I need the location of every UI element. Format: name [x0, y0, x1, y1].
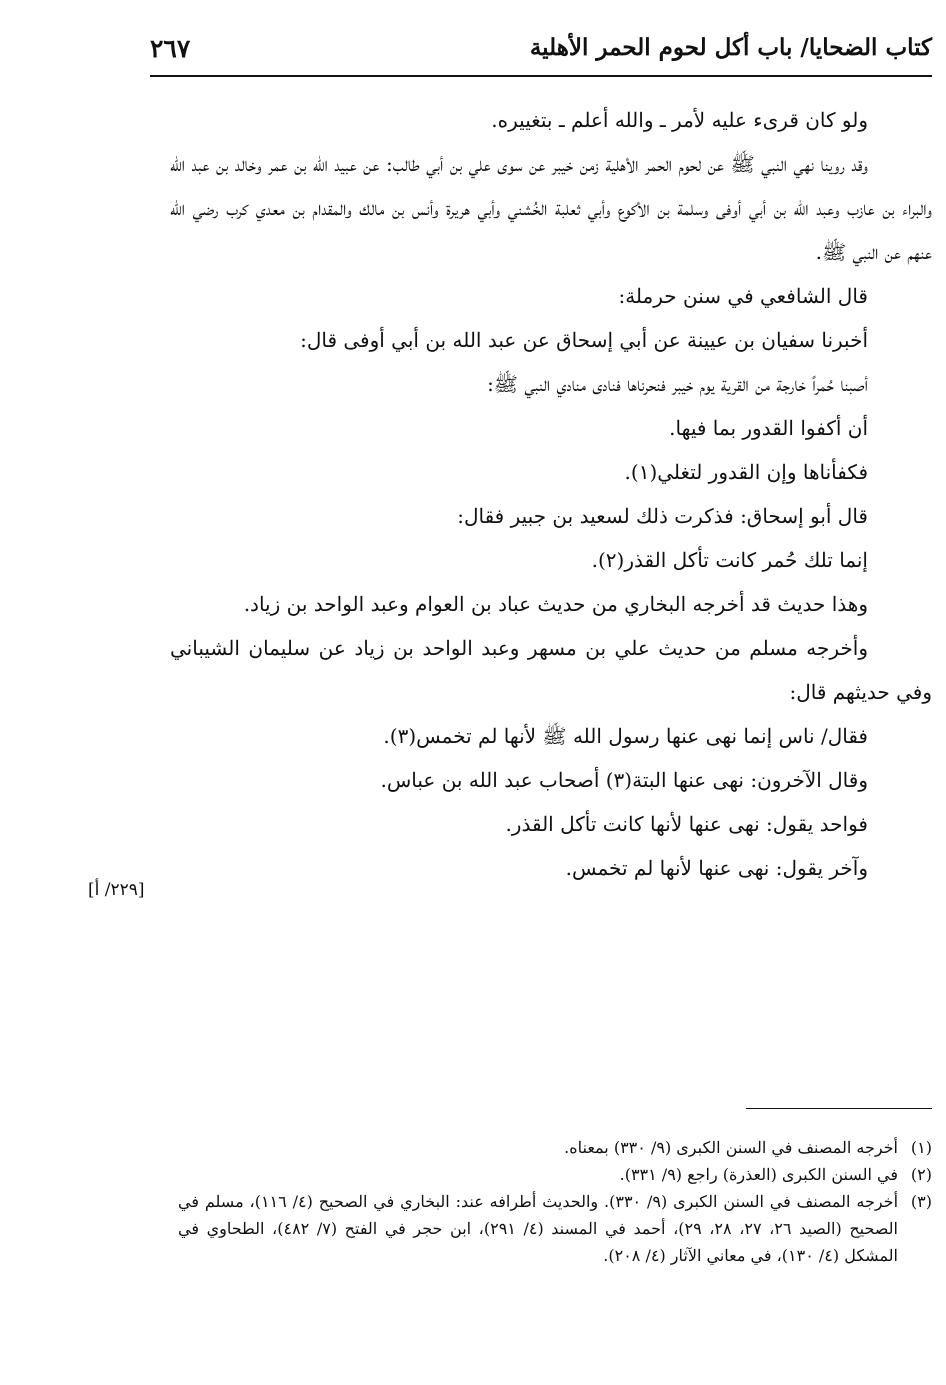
- paragraph: إنما تلك حُمر كانت تأكل القذر(٢).: [591, 548, 868, 572]
- footnotes: [178, 1134, 932, 1269]
- paragraph: فقال/ ناس إنما نهى عنها رسول الله ﷺ لأنها لم تخمس(٣).: [383, 724, 868, 748]
- running-title: كتاب الضحايا/ باب أكل لحوم الحمر الأهلية: [529, 34, 932, 61]
- page-number: ٢٦٧: [150, 34, 191, 63]
- paragraph: وقد روينا نهي النبي ﷺ عن لحوم الحمر الأهلية زمن خيبر عن سوى علي بن أبي طالب: عن عبيد الله بن عمر وخالد بن عبد الله والبراء بن عازب وعبد الله بن أبي أوفى وسلمة بن الأكوع وأبي ثعلبة الخُشني وأبي هريرة وأنس بن مالك والمقدام بن معدي كرب رضي الله عنهم عن النبي ﷺ.: [170, 152, 932, 264]
- paragraph: أصبنا حُمراً خارجة من القرية يوم خيبر فنحرناها فنادى منادي النبي ﷺ:: [487, 372, 868, 396]
- paragraph: وآخر يقول: نهى عنها لأنها لم تخمس.: [565, 856, 868, 880]
- footnote-number: (١): [910, 1138, 932, 1157]
- main-text: [170, 98, 932, 890]
- paragraph: فواحد يقول: نهى عنها لأنها كانت تأكل القذر.: [505, 812, 868, 836]
- footnote-text: أخرجه المصنف في السنن الكبرى (٩/ ٣٣٠) بمعناه.: [564, 1138, 898, 1157]
- paragraph: أخبرنا سفيان بن عيينة عن أبي إسحاق عن عبد الله بن أبي أوفى قال:: [300, 328, 868, 352]
- footnote: [178, 1161, 932, 1188]
- footnote-text: أخرجه المصنف في السنن الكبرى (٩/ ٣٣٠). والحديث أطرافه عند: البخاري في الصحيح (٤/ ١١٦)، مسلم في الصحيح (الصيد ٢٦، ٢٧، ٢٨، ٢٩)، أحمد في المسند (٤/ ٢٩١)، ابن حجر في الفتح (٧/ ٤٨٢)، الطحاوي في المشكل (٤/ ١٣٠)، في معاني الآثار (٤/ ٢٠٨).: [178, 1192, 899, 1265]
- footnote-number: (٢): [910, 1165, 932, 1184]
- paragraph: وهذا حديث قد أخرجه البخاري من حديث عباد بن العوام وعبد الواحد بن زياد.: [243, 592, 868, 616]
- paragraph: قال الشافعي في سنن حرملة:: [618, 284, 868, 308]
- paragraph: وقال الآخرون: نهى عنها البتة(٣) أصحاب عبد الله بن عباس.: [380, 768, 868, 792]
- footnote: [178, 1188, 932, 1269]
- paragraph: فكفأناها وإن القدور لتغلي(١).: [624, 460, 868, 484]
- footnote-number: (٣): [910, 1192, 932, 1211]
- page-header: [150, 30, 932, 74]
- footnote-rule: [746, 1108, 932, 1109]
- paragraph: قال أبو إسحاق: فذكرت ذلك لسعيد بن جبير فقال:: [457, 504, 868, 528]
- paragraph: ولو كان قرىء عليه لأمر ـ والله أعلم ـ بتغييره.: [491, 108, 868, 132]
- footnote: [178, 1134, 932, 1161]
- footnote-text: في السنن الكبرى (العذرة) راجع (٩/ ٣٣١).: [619, 1165, 898, 1184]
- manuscript-folio-reference: [٢٢٩/ أ]: [88, 880, 145, 900]
- paragraph: أن أكفوا القدور بما فيها.: [669, 416, 868, 440]
- paragraph: وأخرجه مسلم من حديث علي بن مسهر وعبد الواحد بن زياد عن سليمان الشيباني وفي حديثهم قال:: [170, 636, 932, 704]
- header-rule: [150, 75, 932, 77]
